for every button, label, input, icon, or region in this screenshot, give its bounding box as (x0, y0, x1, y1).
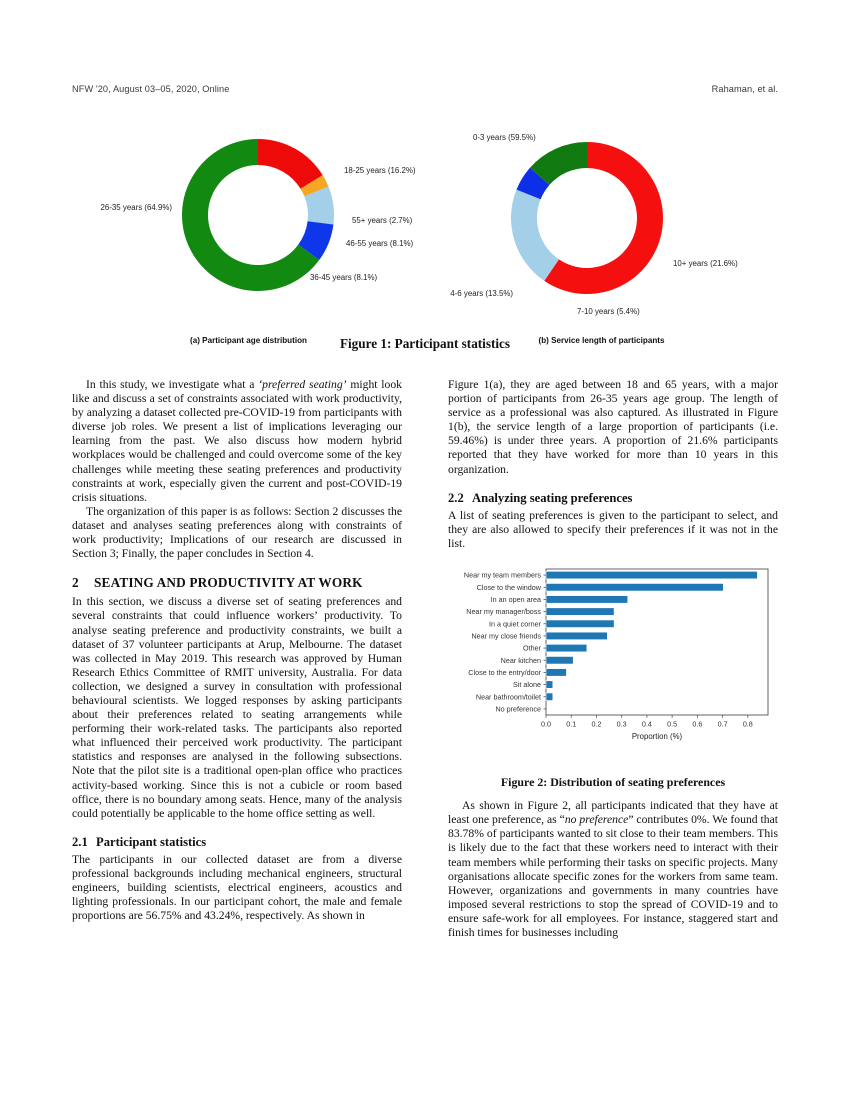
bar (546, 681, 553, 689)
y-tick-label: Near my team members (463, 570, 541, 580)
x-tick-label: 0.2 (591, 719, 602, 729)
p3-pre: As shown in Figure 2, all participants indicated that they have at least one preference, as “ (448, 799, 778, 827)
y-tick-label: Near kitchen (500, 655, 541, 665)
paragraph-participant-statistics: The participants in our collected dataset are from a diverse professional backgrounds including mechanical engineers, structural engineers, building scientists, electrical engineers, acoustics and lighting professionals. In our participant cohort, the male and female proportions are 56.75% and 43.24%, respectively. As shown in (72, 852, 402, 923)
paragraph-organization: The organization of this paper is as follows: Section 2 discusses the dataset and analyses seating preferences along with constraints of work productivity; Implications of our research are discussed in Section 3; Finally, the paper concludes in Section 4. (72, 504, 402, 561)
bar (546, 596, 628, 604)
y-tick-label: Near my close friends (471, 631, 541, 641)
section-2-heading (72, 576, 402, 590)
running-head-left: NFW '20, August 03–05, 2020, Online (72, 84, 230, 94)
donut-slice-label: 26-35 years (64.9%) (100, 203, 172, 212)
y-tick-label: No preference (495, 704, 541, 714)
x-tick-label: 0.0 (541, 719, 551, 729)
subsection-2-1-number: 2.1 (72, 834, 88, 849)
donut-slice-label: 7-10 years (5.4%) (577, 307, 640, 316)
bar (546, 644, 587, 652)
p3-emphasis: no preference (564, 813, 629, 827)
figure-2-caption: Figure 2: Distribution of seating preferences (500, 775, 726, 790)
figure-1a-subcaption: (a) Participant age distribution (190, 336, 307, 345)
body-column-left (72, 378, 402, 923)
x-tick-label: 0.6 (692, 719, 703, 729)
y-tick-label: Close to the entry/door (468, 668, 541, 678)
donut-slice-label: 18-25 years (16.2%) (344, 166, 416, 175)
section-2-number: 2 (72, 575, 79, 591)
donut-slice-label: 10+ years (21.6%) (673, 259, 738, 268)
x-tick-label: 0.8 (742, 719, 753, 729)
y-tick-label: Near bathroom/toilet (475, 692, 541, 702)
bar (546, 608, 614, 616)
body-column-right (448, 378, 778, 940)
p1-post: might look like and discuss a set of constraints associated with work productivity, by analyzing a dataset collected pre-COVID-19 from participants with diverse job roles. We present a list of implications leveraging our learning from the past. We also discuss how modern hybrid workplaces would be challenged and could overcome some of the key challenges while meeting these seating preferences and productivity constraints at work, especially given the current and post-COVID-19 crisis situations. (72, 378, 402, 504)
bar (546, 632, 607, 640)
subsection-2-1-heading (72, 835, 402, 849)
running-head-right: Rahaman, et al. (711, 84, 778, 94)
y-tick-label: Sit alone (513, 680, 541, 690)
donut-service-svg (425, 118, 778, 353)
x-tick-label: 0.7 (717, 719, 728, 729)
bar (546, 571, 757, 579)
bar (546, 669, 566, 677)
paragraph-age-service: Figure 1(a), they are aged between 18 and 65 years, with a major portion of participants from 26-35 years age group. The length of service as a professional was also captured. As illustrated in Figure 1(b), the service length of a large proportion of participants (i.e. 59.46%) is under three years. A proportion of 21.6% participants reported that they have worked for more than 10 years in this organization. (448, 378, 778, 476)
donut-slice-label: 36-45 years (8.1%) (310, 273, 378, 282)
figure-2-plot (448, 563, 778, 759)
y-tick-label: Other (523, 643, 541, 653)
bar (546, 620, 614, 628)
figure-1b-subcaption: (b) Service length of participants (538, 336, 665, 345)
p3-post: ” contributes 0%. We found that 83.78% of participants wanted to sit close to their team members. This is likely due to the fact that these workers need to interact with their team members while performing their tasks on specific projects. Many organisations allocate specific zones for the workers from same team. However, organizations and governments in many countries have imposed several restrictions to stop the spread of COVID-19 and to ensure safe-work for all employees. For instance, staggered start and finish times for businesses including (448, 813, 778, 939)
x-tick-label: 0.1 (566, 719, 577, 729)
figure-2 (448, 563, 778, 789)
donut-slice-label: 55+ years (2.7%) (352, 216, 413, 225)
p1-pre: In this study, we investigate what a (86, 378, 259, 391)
paragraph-figure2-discussion (448, 799, 778, 940)
x-tick-label: 0.4 (641, 719, 652, 729)
donut-age-svg (72, 118, 425, 353)
running-head (72, 84, 778, 94)
bar (546, 657, 573, 665)
x-axis-label: Proportion (%) (631, 732, 683, 742)
figure-1 (72, 118, 778, 353)
paragraph-intro-study (72, 378, 402, 505)
bar (546, 584, 723, 592)
paragraph-seating-list: A list of seating preferences is given to the participant to select, and they are also allowed to specify their preferences if it was not in the list. (448, 508, 778, 550)
subsection-2-1-title: Participant statistics (96, 834, 207, 849)
x-tick-label: 0.3 (616, 719, 627, 729)
subsection-2-2-number: 2.2 (448, 490, 464, 505)
figure-1-caption: Figure 1: Participant statistics (339, 336, 511, 351)
donut-slice-label: 4-6 years (13.5%) (450, 289, 513, 298)
subsection-2-2-title: Analyzing seating preferences (472, 490, 633, 505)
donut-chart-age-distribution (72, 118, 425, 353)
paragraph-section2-body: In this section, we discuss a diverse set of seating preferences and several constraints that could influence workers’ productivity. To analyse seating preference and productivity constraints, we built a dataset of 37 volunteer participants at Arup, Melbourne. The dataset was collected in May 2019. This research was approved by Human Research Ethics Committee of RMIT university, Australia. For data collection, we designed a survey in consultation with professional behavioural scientists. We logged responses by asking participants about their preferences related to seating arrangements while performing their work-related tasks. The participants also reported what influenced their perceived work productivity. The participant statistics and responses are analysed in the following subsections. Note that the pilot site is a traditional open-plan office who practices activity-based working. Since this is not a cubicle or room based office, there is no boundary among seats. Hence, many of the analysis could potentially be applicable to the home office setting as well. (72, 595, 402, 820)
donut-slice-label: 46-55 years (8.1%) (346, 239, 414, 248)
bar (546, 693, 553, 701)
section-2-title: SEATING AND PRODUCTIVITY AT WORK (94, 575, 363, 591)
subsection-2-2-heading (448, 491, 778, 505)
x-tick-label: 0.5 (667, 719, 678, 729)
p1-emphasis: ‘preferred seating’ (258, 378, 347, 391)
y-tick-label: In an open area (490, 595, 541, 605)
y-tick-label: In a quiet corner (489, 619, 541, 629)
donut-chart-service-length (425, 118, 778, 353)
donut-slice-label: 0-3 years (59.5%) (473, 133, 536, 142)
bar-chart-seating-preferences (448, 563, 778, 759)
y-tick-label: Close to the window (476, 582, 541, 592)
y-tick-label: Near my manager/boss (466, 607, 541, 617)
donut-slice (511, 190, 559, 281)
